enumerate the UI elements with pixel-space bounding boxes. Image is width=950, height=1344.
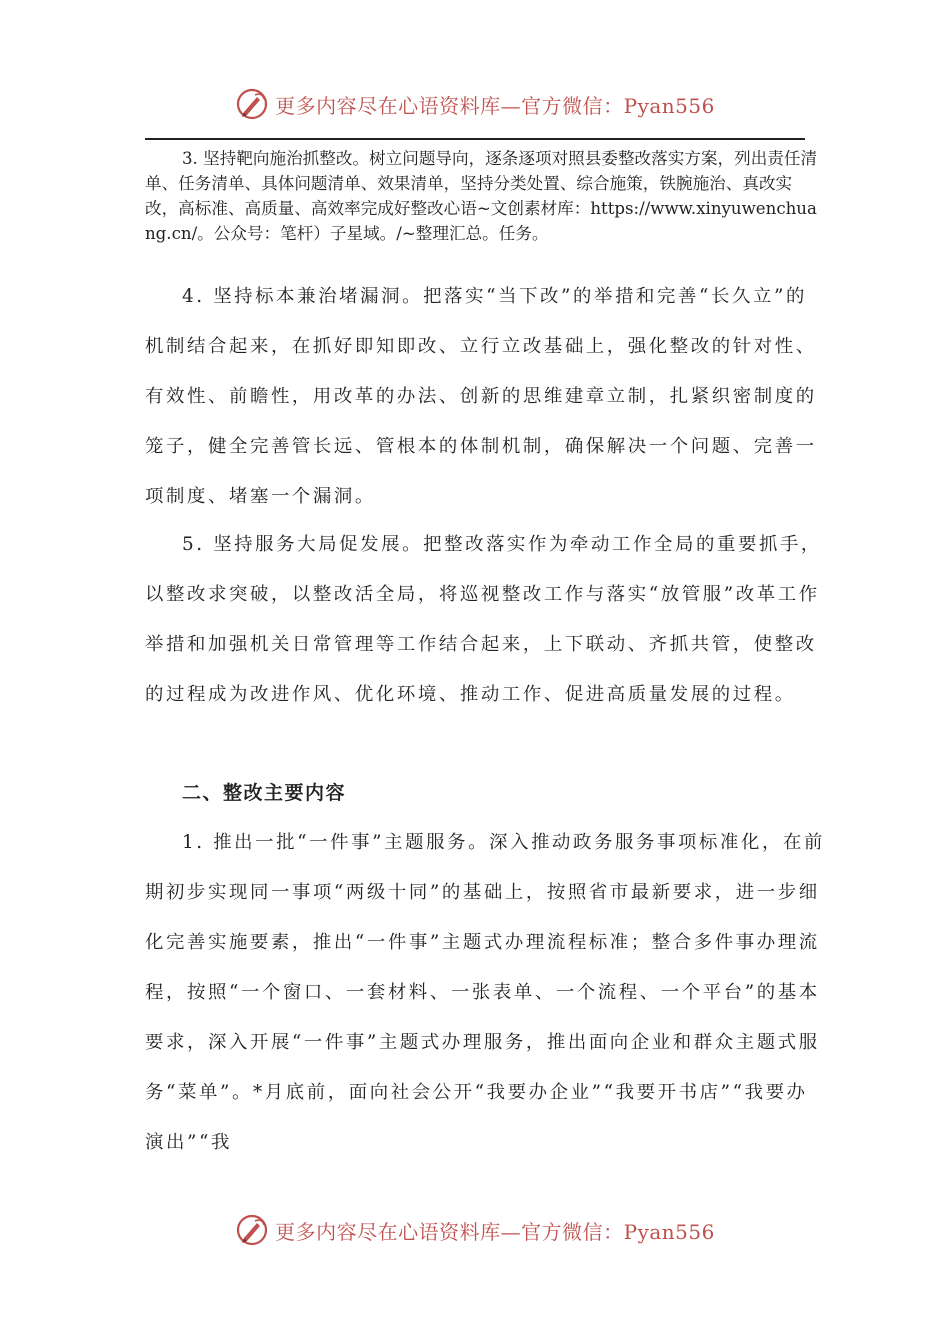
footer-banner (0, 1210, 950, 1250)
paragraph-5: 5. 坚持服务大局促发展。把整改落实作为牵动工作全局的重要抓手，以整改求突破，以整改活全局，将巡视整改工作与落实“放管服”改革工作举措和加强机关日常管理等工作结合起来，上下联动、齐抓共管，使整改的过程成为改进作风、优化环境、推动工作、促进高质量发展的过程。 (145, 534, 822, 705)
pen-logo-icon (235, 1213, 269, 1247)
paragraph-4: 4. 坚持标本兼治堵漏洞。把落实“当下改”的举措和完善“长久立”的机制结合起来，在抓好即知即改、立行立改基础上，强化整改的针对性、有效性、前瞻性，用改革的办法、创新的思维建章立制，扎紧织密制度的笼子，健全完善管长远、管根本的体制机制，确保解决一个问题、完善一项制度、堵塞一个漏洞。 (145, 286, 817, 507)
header-banner-text: 更多内容尽在心语资料库—官方微信：Pyan556 (275, 93, 715, 118)
footer-banner-text: 更多内容尽在心语资料库—官方微信：Pyan556 (275, 1219, 715, 1244)
item-1: 1. 推出一批“一件事”主题服务。深入推动政务服务事项标准化，在前期初步实现同一事项“两级十同”的基础上，按照省市最新要求，进一步细化完善实施要素，推出“一件事”主题式办理流程标准；整合多件事办理流程，按照“一个窗口、一套材料、一张表单、一个流程、一个平台”的基本要求，深入开展“一件事”主题式办理服务，推出面向企业和群众主题式服务“菜单”。*月底前，面向社会公开“我要办企业”“我要开书店”“我要办演出”“我 (145, 832, 825, 1153)
header-banner (0, 84, 950, 124)
header-rule (145, 138, 805, 140)
pen-logo-icon (235, 87, 269, 121)
paragraph-3: 3. 坚持靶向施治抓整改。树立问题导向，逐条逐项对照县委整改落实方案，列出责任清单、任务清单、具体问题清单、效果清单，坚持分类处置、综合施策，铁腕施治、真改实改，高标准、高质量、高效率完成好整改心语~文创素材库：https://www.xinyuwenchuang.cn/。公众号：笔杆）子星域。/~整理汇总。任务。 (145, 149, 818, 243)
section-heading: 二、整改主要内容 (182, 782, 347, 804)
